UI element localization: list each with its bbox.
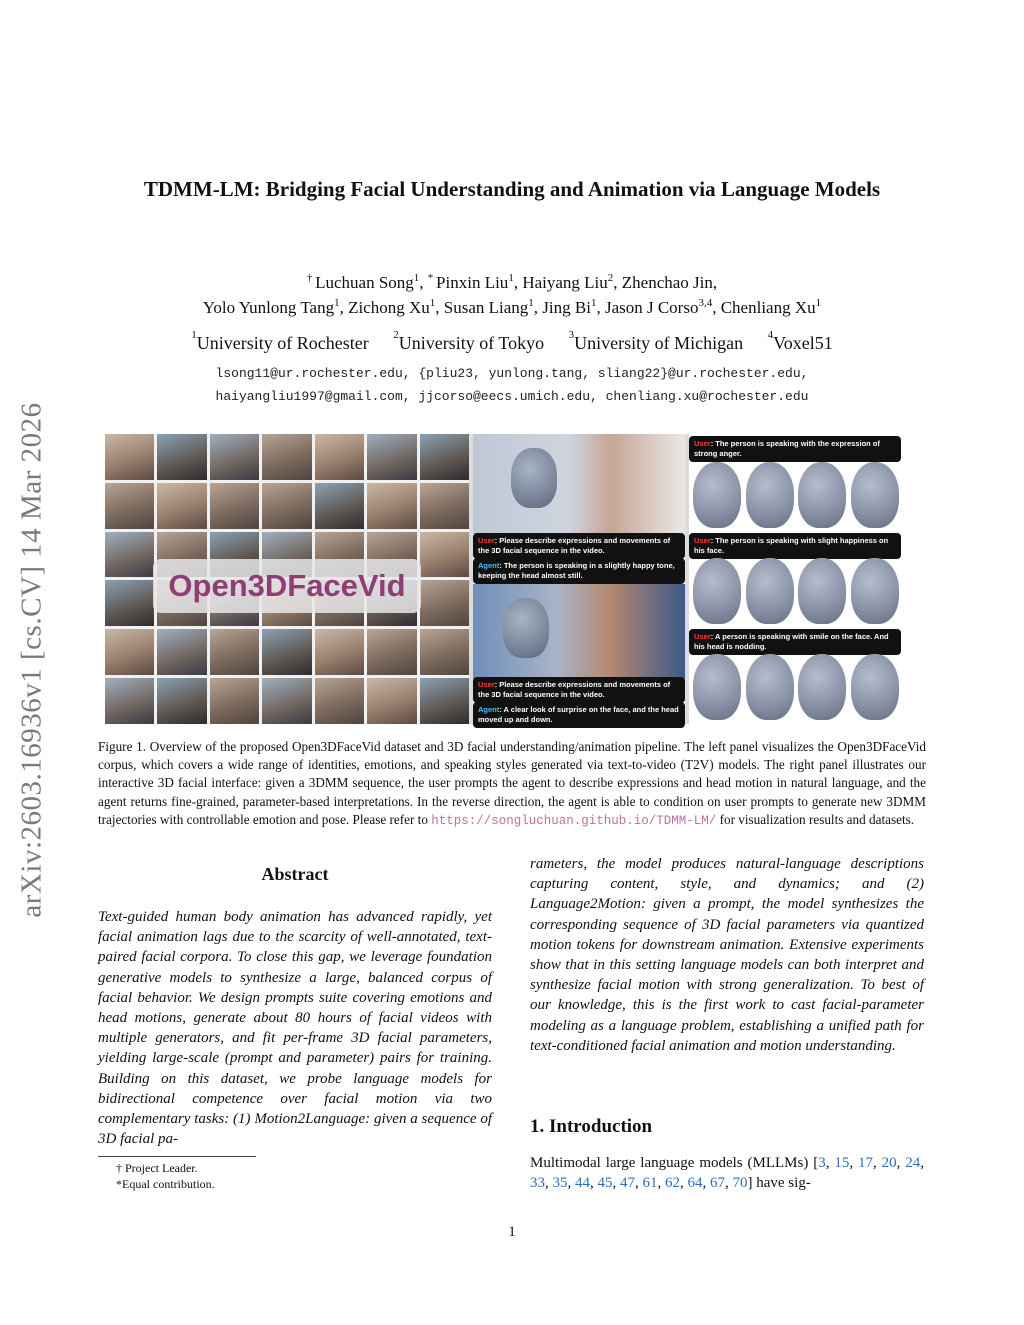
face-thumbnail [315, 629, 364, 675]
generated-heads-row [693, 558, 899, 624]
face-thumbnail [105, 483, 154, 529]
face-thumbnail [262, 678, 311, 724]
affiliation: $^3$University of Michigan [568, 329, 744, 353]
citation[interactable]: 17 [858, 1155, 874, 1171]
arxiv-stamp [12, 360, 52, 960]
author: Susan Liang$^1$ [443, 297, 534, 317]
face-thumbnail [367, 434, 416, 480]
citation[interactable]: 70 [732, 1175, 748, 1192]
generated-heads-row [693, 654, 899, 720]
face-thumbnail [262, 483, 311, 529]
3d-head [693, 654, 741, 720]
face-thumbnail [367, 678, 416, 724]
face-thumbnail [420, 678, 469, 724]
3d-head [851, 462, 899, 528]
citation[interactable]: 61 [642, 1175, 658, 1192]
face-thumbnail [367, 629, 416, 675]
footnote: *Equal contribution. [116, 1177, 215, 1191]
email-list [100, 362, 924, 408]
3d-head [851, 558, 899, 624]
face-thumbnail [420, 483, 469, 529]
face-thumbnail [315, 483, 364, 529]
face-thumbnail [262, 434, 311, 480]
abstract-text-left: Text-guided human body animation has advanced rapidly, yet facial animation lags due to the scarcity of well-annotated, text-paired facial corpora. To close this gap, we leverage foundation generative models to synthesize a large, balanced corpus of facial behavior. We design prompts suite covering emotions and head motions, generate about 80 hours of facial videos with multiple generators, and fit per-frame 3D facial parameters, yielding large-scale (prompt and parameter) pairs for training. Building on this dataset, we probe language models for bidirectional competence over facial motion via two complementary tasks: (1) Motion2Language: given a sequence of 3D facial pa- [98, 909, 492, 1148]
generated-heads-row [693, 462, 899, 528]
3d-head [693, 462, 741, 528]
animation-panel [689, 434, 903, 724]
affiliations [100, 329, 924, 354]
chat-bubble-agent: Agent: The person is speaking in a slightly happy tone, keeping the head almost still. [473, 558, 685, 584]
email-line-2: haiyangliu1997@gmail.com, jjcorso@eecs.umich.edu, chenliang.xu@rochester.edu [215, 389, 809, 404]
citation[interactable]: 44 [575, 1175, 590, 1192]
face-thumbnail [105, 629, 154, 675]
footnote-rule [98, 1156, 256, 1157]
page-number: 1 [508, 1224, 516, 1240]
abstract-text-right: rameters, the model produces natural-language descriptions capturing content, style, and dynamics; and (2) Language2Motion: given a prompt, the model synthesizes the corresponding sequence of 3D facial parameters via quantized motion tokens for downstream animation. Extensive experiments show that in this setting language models can both interpret and synthesize facial motion with strong generalization. To best of our knowledge, this is the first work to cast facial-parameter modeling as a language problem, establishing a unified path for text-conditioned facial animation and motion understanding. [530, 856, 924, 1054]
affiliation: $^1$University of Rochester [191, 329, 369, 353]
face-thumbnail [105, 580, 154, 626]
affiliation: $^2$University of Tokyo [393, 329, 545, 353]
citation[interactable]: 3 [818, 1155, 826, 1171]
video-frame-1 [473, 434, 685, 534]
author: Jing Bi$^1$ [542, 297, 597, 317]
face-thumbnail [420, 532, 469, 578]
citation[interactable]: 15 [834, 1155, 850, 1171]
author-line-2: Yolo Yunlong Tang$^1$, Zichong Xu$^1$, Susan Liang$^1$, Jing Bi$^1$, Jason J Corso$^{3,4}$, Chenliang Xu$^1$ [202, 297, 822, 317]
3d-head [851, 654, 899, 720]
face-thumbnail [105, 434, 154, 480]
3d-face-mesh [503, 598, 549, 658]
author-line-1: † Luchuan Song$^1$, * Pinxin Liu$^1$, Haiyang Liu$^2$, Zhenchao Jin, [306, 272, 718, 292]
dataset-badge: Open3DFaceVid [153, 559, 421, 613]
intro-heading: 1. Introduction [530, 1116, 653, 1137]
3d-face-mesh [511, 448, 557, 508]
chat-bubble-user: User: The person is speaking with the expression of strong anger. [689, 436, 901, 462]
face-thumbnail [367, 483, 416, 529]
chat-bubble-user: User: A person is speaking with smile on the face. And his head is nodding. [689, 629, 901, 655]
author: Jason J Corso$^{3,4}$ [604, 297, 713, 317]
3d-head [746, 654, 794, 720]
author: Chenliang Xu$^1$ [720, 297, 822, 317]
face-thumbnail [210, 629, 259, 675]
email-line-1: lsong11@ur.rochester.edu, {pliu23, yunlong.tang, sliang22}@ur.rochester.edu, [215, 366, 809, 381]
citation[interactable]: 45 [597, 1175, 613, 1192]
understanding-panel [473, 434, 685, 724]
face-thumbnail [315, 678, 364, 724]
author: Yolo Yunlong Tang$^1$ [202, 297, 340, 317]
face-thumbnail [262, 629, 311, 675]
3d-head [798, 462, 846, 528]
citation[interactable]: 47 [620, 1175, 635, 1192]
citation[interactable]: 33 [530, 1175, 545, 1192]
author: † Luchuan Song$^1$ [306, 272, 420, 292]
face-thumbnail [315, 434, 364, 480]
arxiv-id: arXiv:2603.16936v1 [cs.CV] 14 Mar 2026 [15, 402, 48, 918]
face-thumbnail [420, 629, 469, 675]
author: Zhenchao Jin [621, 273, 713, 292]
face-thumbnail [210, 483, 259, 529]
citation[interactable]: 64 [687, 1175, 703, 1192]
chat-bubble-agent: Agent: A clear look of surprise on the face, and the head moved up and down. [473, 702, 685, 728]
face-thumbnail [420, 434, 469, 480]
intro-text: Multimodal large language models (MLLMs) [3, 15, 17, 20, 24, 33, 35, 44, 45, 47, 61, 62, 64, 67, 70] have sig- [530, 1155, 925, 1192]
face-thumbnail [105, 532, 154, 578]
author-list [100, 270, 924, 320]
face-thumbnail [420, 580, 469, 626]
citation[interactable]: 35 [552, 1175, 568, 1192]
citation[interactable]: 20 [881, 1155, 897, 1171]
figure-caption: Figure 1. Overview of the proposed Open3DFaceVid dataset and 3D facial understanding/animation pipeline. The left panel visualizes the Open3DFaceVid corpus, which covers a wide range of identities, emotions, and speaking styles generated via text-to-video (T2V) models. The right panel illustrates our interactive 3D facial interface: given a 3DMM sequence, the user prompts the agent to describe expressions and head motion in natural language, and the agent returns fine-grained, parameter-based interpretations. In the reverse direction, the agent is able to condition on user prompts to generate new 3DMM trajectories with controllable emotion and pose. Please refer to https://songluchuan.github.io/TDMM-LM/ for visualization results and datasets. [98, 739, 926, 828]
affiliation: $^4$Voxel51 [767, 329, 833, 353]
face-thumbnail [210, 434, 259, 480]
face-thumbnail [157, 629, 206, 675]
citation[interactable]: 67 [710, 1175, 725, 1192]
citation[interactable]: 24 [905, 1155, 921, 1171]
3d-head [798, 558, 846, 624]
face-thumbnail [157, 678, 206, 724]
abstract-heading: Abstract [261, 864, 329, 884]
paper-title: TDMM-LM: Bridging Facial Understanding and Animation via Language Models [143, 177, 881, 201]
chat-bubble-user: User: Please describe expressions and movements of the 3D facial sequence in the video. [473, 677, 685, 703]
footnotes [116, 1160, 215, 1192]
face-thumbnail [210, 678, 259, 724]
face-thumbnail [157, 434, 206, 480]
chat-bubble-user: User: The person is speaking with slight happiness on his face. [689, 533, 901, 559]
author: Haiyang Liu$^2$ [522, 272, 614, 292]
author: Zichong Xu$^1$ [348, 297, 436, 317]
chat-bubble-user: User: Please describe expressions and movements of the 3D facial sequence in the video. [473, 533, 685, 559]
author: * Pinxin Liu$^1$ [427, 272, 514, 292]
face-thumbnail [157, 483, 206, 529]
project-link[interactable]: https://songluchuan.github.io/TDMM-LM/ [431, 813, 717, 828]
face-thumbnail [105, 678, 154, 724]
citation[interactable]: 62 [665, 1175, 680, 1192]
3d-head [746, 462, 794, 528]
3d-head [746, 558, 794, 624]
footnote: † Project Leader. [116, 1161, 198, 1175]
video-frame-2 [473, 584, 685, 679]
figure-1 [105, 434, 903, 724]
3d-head [798, 654, 846, 720]
3d-head [693, 558, 741, 624]
